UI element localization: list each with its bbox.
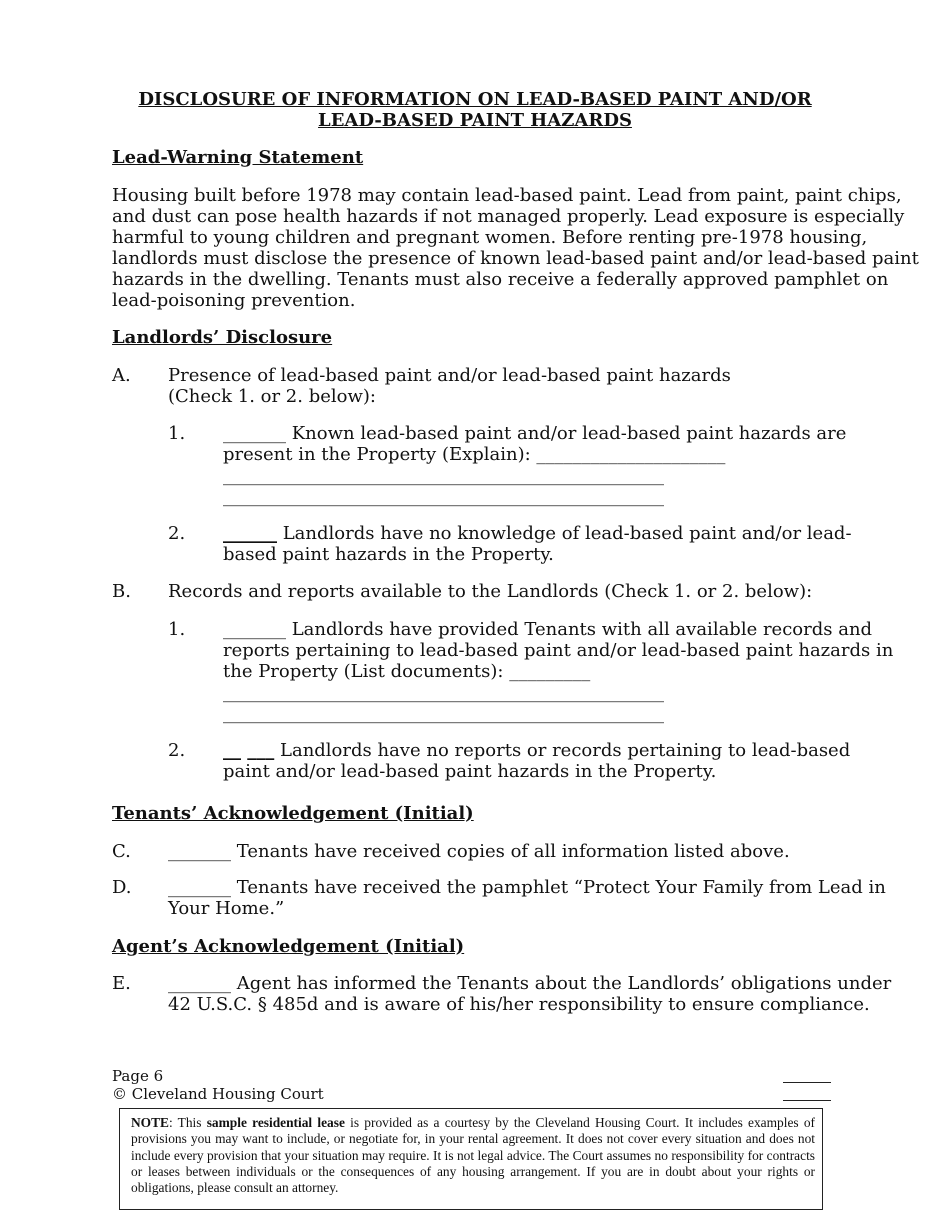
note-box — [119, 1108, 823, 1210]
explain-blank-line[interactable]: _________________________________________________ — [223, 486, 664, 507]
note-body: is provided as a courtesy by the Cleveland Housing Court. It includes examples of provisions you may want to include, or negotiate for, in your rental agreement. It does not cover every situation and does not include every provision that your situation may require. It is not legal advice. The Court assumes no responsibility for contracts or leases between individuals or the consequences of any housing arrangement. If you are in doubt about your rights or obligations, please consult an attorney. — [131, 1115, 816, 1196]
item-label-a: A. — [112, 365, 131, 386]
lead-warning-heading: Lead-Warning Statement — [112, 147, 364, 168]
note-label: NOTE — [131, 1115, 169, 1130]
copyright: © Cleveland Housing Court — [112, 1085, 324, 1103]
title-line-2: LEAD-BASED PAINT HAZARDS — [318, 110, 632, 131]
item-label-d: D. — [112, 877, 132, 898]
lead-warning-line: and dust can pose health hazards if not managed properly. Lead exposure is especially — [112, 206, 905, 227]
item-b2-number: 2. — [168, 740, 186, 761]
item-label-b: B. — [112, 581, 131, 602]
item-e-text: _______ Agent has informed the Tenants about the Landlords’ obligations under — [168, 973, 892, 994]
item-b1-text: _______ Landlords have provided Tenants with all available records and — [223, 619, 873, 640]
note-bold: sample residential lease — [206, 1115, 345, 1130]
item-a-text: Presence of lead-based paint and/or lead-based paint hazards — [168, 365, 731, 386]
explain-blank-line[interactable]: _________________________________________________ — [223, 465, 664, 486]
lead-warning-line: Housing built before 1978 may contain lead-based paint. Lead from paint, paint chips, — [112, 185, 902, 206]
page-number: Page 6 — [112, 1067, 164, 1085]
title-line-1: DISCLOSURE OF INFORMATION ON LEAD-BASED PAINT AND/OR — [138, 89, 812, 110]
item-b-text: Records and reports available to the Landlords (Check 1. or 2. below): — [168, 581, 813, 602]
note-text — [131, 1115, 815, 1196]
lead-warning-line: harmful to young children and pregnant women. Before renting pre-1978 housing, — [112, 227, 868, 248]
item-b1-text: the Property (List documents): _________ — [223, 661, 591, 682]
item-a1-text: present in the Property (Explain): _____________________ — [223, 444, 726, 465]
item-a2-line-1: Landlords have no knowledge of lead-based paint and/or lead- — [277, 523, 852, 544]
lead-warning-line: landlords must disclose the presence of known lead-based paint and/or lead-based paint — [112, 248, 919, 269]
item-e-text: 42 U.S.C. § 485d and is aware of his/her responsibility to ensure compliance. — [168, 994, 870, 1015]
item-c-text: _______ Tenants have received copies of all information listed above. — [168, 841, 790, 862]
item-a-text: (Check 1. or 2. below): — [168, 386, 376, 407]
documents-blank-line[interactable]: _________________________________________________ — [223, 682, 664, 703]
item-label-e: E. — [112, 973, 131, 994]
item-a1-number: 1. — [168, 423, 186, 444]
initial-blank[interactable]: ______ — [223, 523, 277, 544]
landlords-disclosure-heading: Landlords’ Disclosure — [112, 327, 333, 348]
initial-blank[interactable]: __ ___ — [223, 740, 275, 761]
item-b1-number: 1. — [168, 619, 186, 640]
initial-line[interactable] — [783, 1082, 831, 1083]
item-b2-text: paint and/or lead-based paint hazards in the Property. — [223, 761, 717, 782]
documents-blank-line[interactable]: _________________________________________________ — [223, 703, 664, 724]
item-a2-text — [223, 523, 852, 544]
tenants-ack-heading: Tenants’ Acknowledgement (Initial) — [112, 803, 474, 824]
item-d-text: _______ Tenants have received the pamphlet “Protect Your Family from Lead in — [168, 877, 886, 898]
item-a2-number: 2. — [168, 523, 186, 544]
note-pre: : This — [168, 1115, 207, 1130]
item-label-c: C. — [112, 841, 131, 862]
agent-ack-heading: Agent’s Acknowledgement (Initial) — [112, 936, 465, 957]
lead-warning-line: lead-poisoning prevention. — [112, 290, 356, 311]
item-b2-line-1: Landlords have no reports or records pertaining to lead-based — [274, 740, 851, 761]
lead-warning-line: hazards in the dwelling. Tenants must also receive a federally approved pamphlet on — [112, 269, 889, 290]
item-b2-text — [223, 740, 850, 761]
item-b1-text: reports pertaining to lead-based paint and/or lead-based paint hazards in — [223, 640, 894, 661]
item-d-text: Your Home.” — [168, 898, 285, 919]
initial-line[interactable] — [783, 1100, 831, 1101]
item-a2-text: based paint hazards in the Property. — [223, 544, 554, 565]
item-a1-text: _______ Known lead-based paint and/or lead-based paint hazards are — [223, 423, 847, 444]
